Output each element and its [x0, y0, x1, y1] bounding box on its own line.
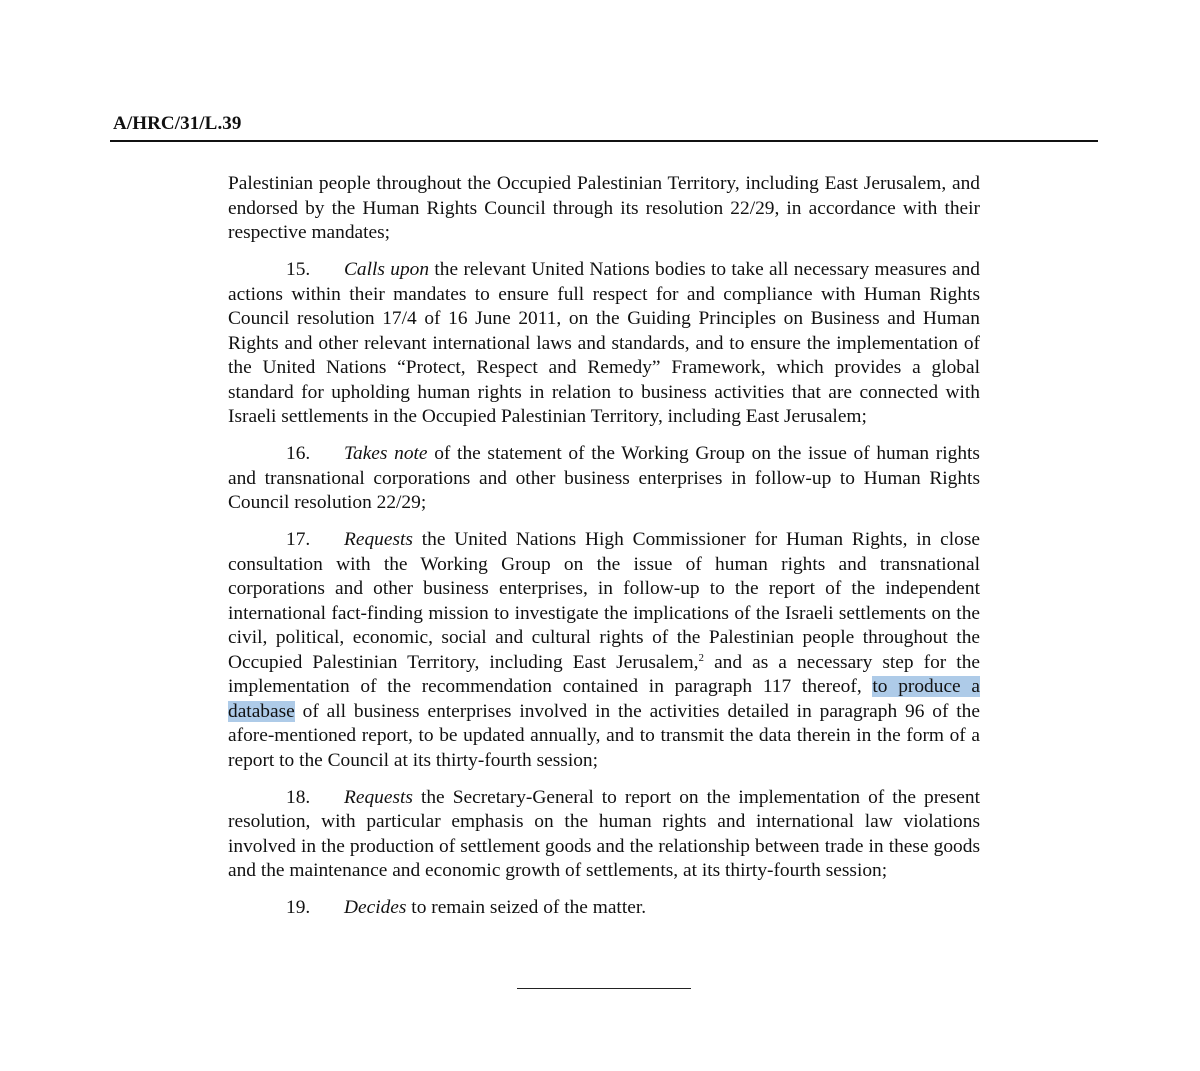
- footnote-reference[interactable]: 2: [698, 651, 705, 664]
- header-rule: [110, 140, 1098, 142]
- paragraph-text: the United Nations High Commissioner for Human Rights, in close consultation with the Working Group on the issue of human rights and transnational corporations and other business enterprises, in follow-up to the report of the independent international fact-finding mission to investigate the implications of the Israeli settlements on the civil, political, economic, social and cultural rights of the Palestinian people throughout the Occupied Palestinian Territory, including East Jerusalem,: [228, 529, 980, 673]
- operative-verb: Decides: [344, 897, 407, 918]
- paragraph-text: and as a necessary step for the implementation of the recommendation contained in paragraph 117 thereof,: [228, 651, 980, 697]
- operative-verb: Takes note: [344, 443, 428, 464]
- operative-verb: Requests: [344, 786, 413, 808]
- paragraph-17: [228, 528, 980, 773]
- paragraph-19: [228, 896, 980, 921]
- document-body: [228, 172, 980, 933]
- paragraph-15: [228, 258, 980, 430]
- paragraph-number: 18.: [286, 786, 311, 808]
- selected-text-highlight[interactable]: to produce a database: [228, 676, 980, 722]
- paragraph-number: 17.: [286, 529, 311, 550]
- paragraph-number: 16.: [286, 443, 311, 464]
- paragraph-text: to remain seized of the matter.: [406, 897, 647, 918]
- operative-verb: Requests: [344, 529, 413, 550]
- paragraph-text: of all business enterprises involved in the activities detailed in paragraph 96 of the afore-mentioned report, to be updated annually, and to transmit the data therein in the form of a report to the Council at its thirty-fourth session;: [228, 700, 980, 771]
- paragraph-text: the Secretary-General to report on the implementation of the present resolution, with particular emphasis on the human rights and international law violations involved in the production of settlement goods and the relationship between trade in these goods and the maintenance and economic growth of settlements, at its thirty-fourth session;: [228, 786, 980, 881]
- paragraph-text: the relevant United Nations bodies to take all necessary measures and actions within their mandates to ensure full respect for and compliance with Human Rights Council resolution 17/4 of 16 June 2011, on the Guiding Principles on Business and Human Rights and other relevant international laws and standards, and to ensure the implementation of the United Nations “Protect, Respect and Remedy” Framework, which provides a global standard for upholding human rights in relation to business activities that are connected with Israeli settlements in the Occupied Palestinian Territory, including East Jerusalem;: [228, 259, 980, 427]
- paragraph-number: 19.: [286, 897, 311, 918]
- end-of-document-rule: [517, 988, 691, 989]
- paragraph-18: [228, 786, 980, 884]
- document-symbol: A/HRC/31/L.39: [113, 113, 242, 134]
- paragraph-number: 15.: [286, 259, 311, 280]
- paragraph-16: [228, 442, 980, 516]
- operative-verb: Calls upon: [344, 259, 430, 280]
- paragraph-text: of the statement of the Working Group on the issue of human rights and transnational corporations and other business enterprises in follow-up to Human Rights Council resolution 22/29;: [228, 443, 980, 513]
- intro-paragraph: Palestinian people throughout the Occupied Palestinian Territory, including East Jerusalem, and endorsed by the Human Rights Council through its resolution 22/29, in accordance with their respective mandates;: [228, 173, 980, 243]
